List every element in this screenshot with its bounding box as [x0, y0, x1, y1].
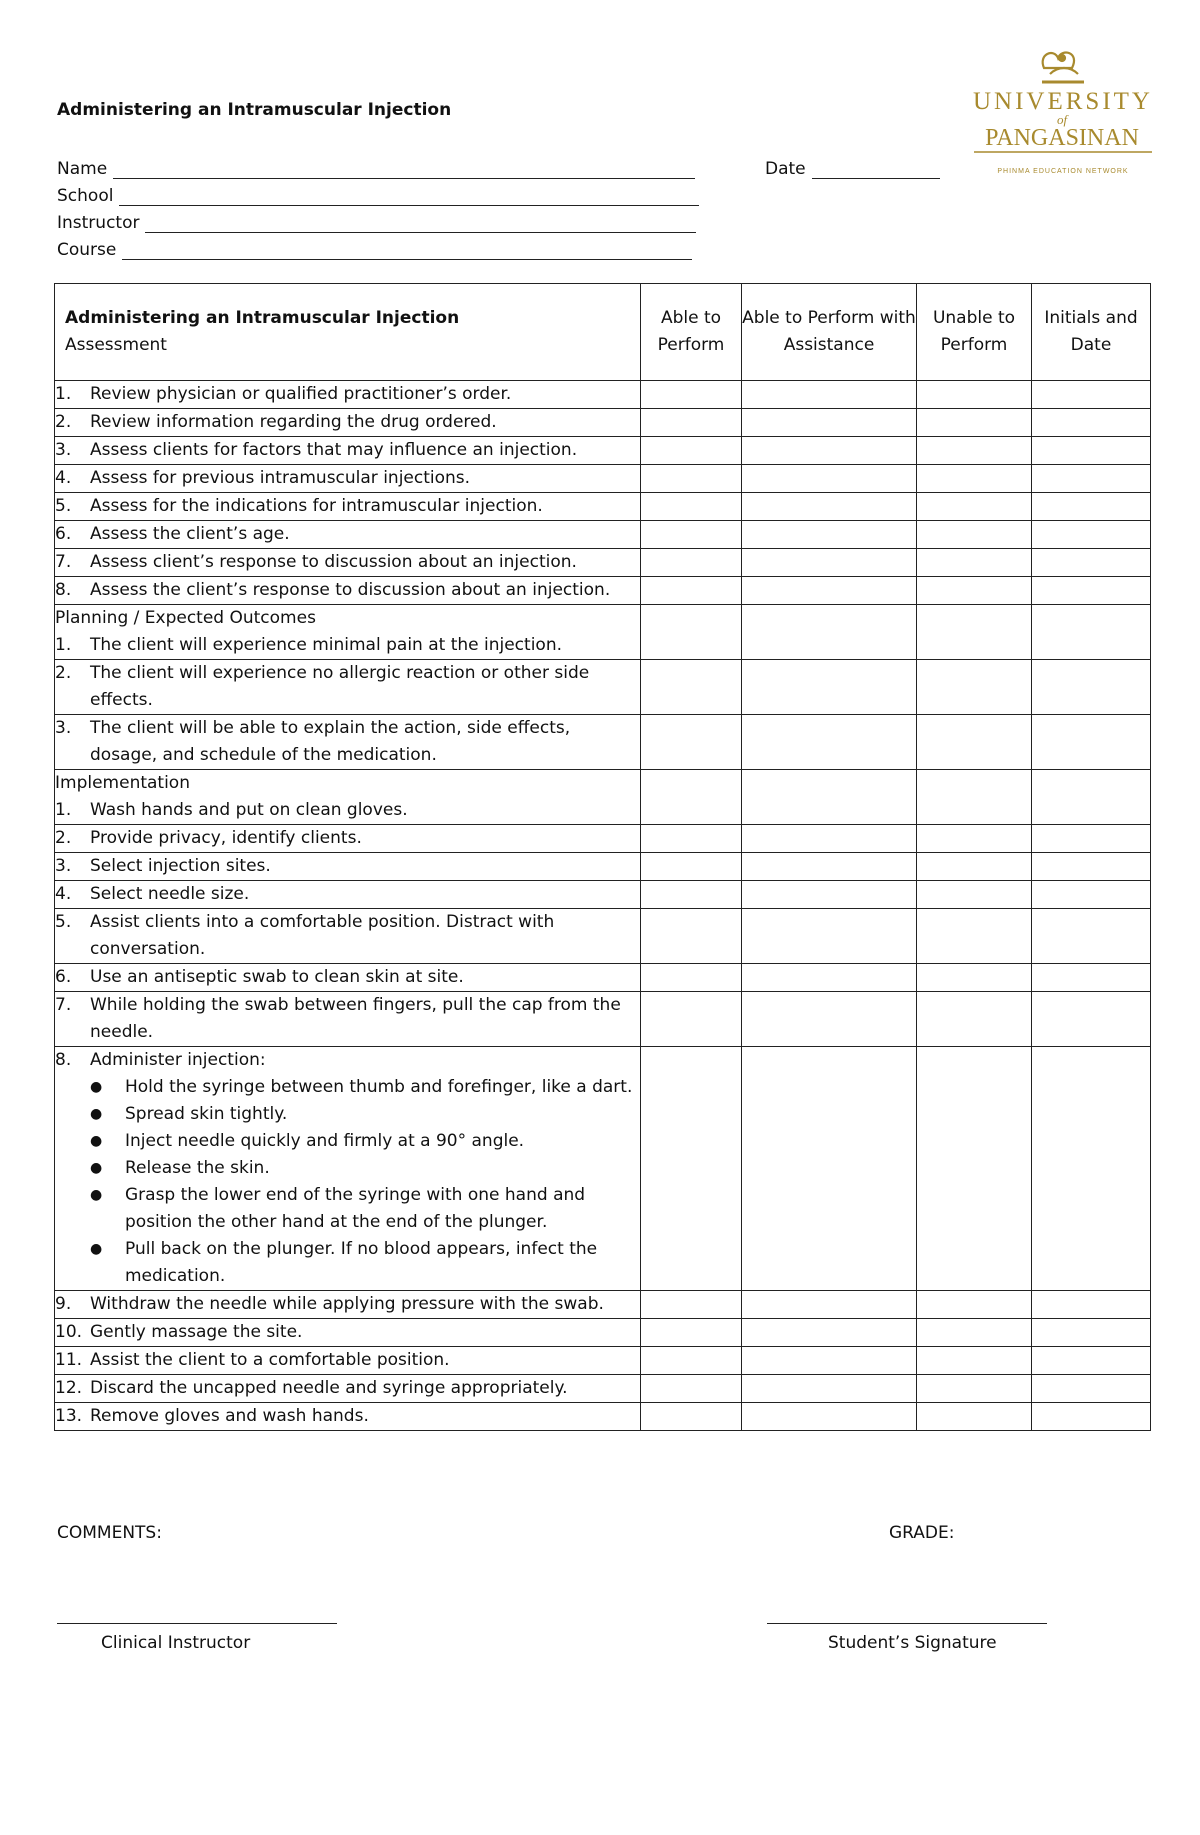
unable-to-perform-cell[interactable] — [917, 465, 1032, 493]
closing-row — [55, 1291, 1151, 1319]
step-item — [55, 465, 640, 492]
step-number: 3. — [55, 718, 72, 738]
assessment-row — [55, 381, 1151, 409]
header-procedure-cell — [55, 284, 641, 381]
step-item — [55, 521, 640, 548]
step-text: Discard the uncapped needle and syringe appropriately. — [90, 1378, 568, 1398]
step-text: Select injection sites. — [90, 856, 271, 876]
able-with-assistance-cell[interactable] — [742, 493, 917, 521]
date-line[interactable] — [812, 159, 940, 179]
planning-row — [55, 715, 1151, 770]
able-with-assistance-cell[interactable] — [742, 381, 917, 409]
bullet-icon: ● — [90, 1106, 103, 1122]
able-to-perform-cell[interactable] — [641, 493, 742, 521]
step-number: 4. — [55, 884, 72, 904]
able-with-assistance-cell[interactable] — [742, 853, 917, 881]
closing-row — [55, 1403, 1151, 1431]
step-number: 9. — [55, 1294, 72, 1314]
initials-date-cell[interactable] — [1032, 909, 1151, 964]
step-number: 3. — [55, 440, 72, 460]
task-cell — [55, 409, 641, 437]
step-item — [55, 1375, 640, 1402]
school-line[interactable] — [119, 186, 699, 206]
unable-to-perform-cell[interactable] — [917, 549, 1032, 577]
able-with-assistance-cell[interactable] — [742, 660, 917, 715]
able-to-perform-cell[interactable] — [641, 521, 742, 549]
unable-to-perform-cell[interactable] — [917, 825, 1032, 853]
able-with-assistance-cell[interactable] — [742, 605, 917, 660]
able-to-perform-cell[interactable] — [641, 825, 742, 853]
able-to-perform-cell[interactable] — [641, 1319, 742, 1347]
initials-date-cell[interactable] — [1032, 853, 1151, 881]
able-to-perform-cell[interactable] — [641, 381, 742, 409]
logo-pangasinan: PANGASINAN — [985, 125, 1139, 151]
unable-to-perform-cell[interactable] — [917, 909, 1032, 964]
step-text: Assess client’s response to discussion about an injection. — [90, 552, 577, 572]
course-label: Course — [57, 240, 117, 260]
assessment-row — [55, 437, 1151, 465]
step-text: Review physician or qualified practitioner’s order. — [90, 384, 512, 404]
crown-icon — [1042, 53, 1084, 82]
sub-step-text: Release the skin. — [125, 1158, 270, 1178]
task-cell — [55, 549, 641, 577]
able-with-assistance-cell[interactable] — [742, 770, 917, 825]
bullet-icon: ● — [90, 1241, 103, 1257]
step-item — [55, 1291, 640, 1318]
step-item — [55, 797, 640, 824]
document-title: Administering an Intramuscular Injection — [57, 100, 452, 120]
sub-step-item — [55, 1182, 640, 1236]
initials-date-cell[interactable] — [1032, 549, 1151, 577]
unable-to-perform-cell[interactable] — [917, 853, 1032, 881]
school-label: School — [57, 186, 114, 206]
able-to-perform-cell[interactable] — [641, 660, 742, 715]
task-cell — [55, 381, 641, 409]
able-with-assistance-cell[interactable] — [742, 1375, 917, 1403]
step-text: Gently massage the site. — [90, 1322, 303, 1342]
able-with-assistance-cell[interactable] — [742, 465, 917, 493]
date-field[interactable] — [765, 152, 940, 179]
initials-date-cell[interactable] — [1032, 964, 1151, 992]
step-text: Assist clients into a comfortable position. Distract with conversation. — [90, 912, 555, 959]
step-number: 5. — [55, 912, 72, 932]
able-with-assistance-cell[interactable] — [742, 549, 917, 577]
sub-step-text: Hold the syringe between thumb and forefinger, like a dart. — [125, 1077, 633, 1097]
unable-to-perform-cell[interactable] — [917, 1291, 1032, 1319]
administer-injection-row — [55, 1047, 1151, 1291]
able-with-assistance-cell[interactable] — [742, 1403, 917, 1431]
instructor-signature-label: Clinical Instructor — [101, 1633, 251, 1653]
step-item — [55, 881, 640, 908]
able-to-perform-cell[interactable] — [641, 605, 742, 660]
implementation-section-label: Implementation — [55, 773, 190, 793]
step-text: While holding the swab between fingers, pull the cap from the needle. — [90, 995, 621, 1042]
step-number: 3. — [55, 856, 72, 876]
step-text: Provide privacy, identify clients. — [90, 828, 362, 848]
initials-date-cell[interactable] — [1032, 770, 1151, 825]
step-item — [55, 409, 640, 436]
initials-date-cell[interactable] — [1032, 1347, 1151, 1375]
able-with-assistance-cell[interactable] — [742, 521, 917, 549]
unable-to-perform-cell[interactable] — [917, 521, 1032, 549]
able-with-assistance-cell[interactable] — [742, 1319, 917, 1347]
task-cell — [55, 881, 641, 909]
able-to-perform-cell[interactable] — [641, 1375, 742, 1403]
sub-step-text: Spread skin tightly. — [125, 1104, 288, 1124]
assessment-row — [55, 409, 1151, 437]
step-text: Assess clients for factors that may influence an injection. — [90, 440, 578, 460]
instructor-line[interactable] — [145, 213, 696, 233]
step-number: 4. — [55, 468, 72, 488]
sub-step-text: Pull back on the plunger. If no blood appears, infect the medication. — [125, 1239, 598, 1286]
able-to-perform-cell[interactable] — [641, 577, 742, 605]
sub-step-item — [55, 1128, 640, 1155]
able-with-assistance-cell[interactable] — [742, 964, 917, 992]
able-to-perform-cell[interactable] — [641, 964, 742, 992]
able-to-perform-cell[interactable] — [641, 992, 742, 1047]
implementation-row — [55, 881, 1151, 909]
sub-step-item — [55, 1155, 640, 1182]
able-to-perform-cell[interactable] — [641, 909, 742, 964]
implementation-row — [55, 964, 1151, 992]
step-number: 1. — [55, 635, 72, 655]
course-field[interactable] — [57, 233, 707, 260]
able-with-assistance-cell[interactable] — [742, 1347, 917, 1375]
name-label: Name — [57, 159, 108, 179]
unable-to-perform-cell[interactable] — [917, 1375, 1032, 1403]
unable-to-perform-cell[interactable] — [917, 577, 1032, 605]
implementation-row — [55, 909, 1151, 964]
able-to-perform-cell[interactable] — [641, 549, 742, 577]
header-able-to-perform: Able to Perform — [641, 284, 742, 381]
implementation-row — [55, 992, 1151, 1047]
step-item — [55, 381, 640, 408]
student-signature-line[interactable] — [767, 1623, 1047, 1624]
task-cell — [55, 909, 641, 964]
initials-date-cell[interactable] — [1032, 881, 1151, 909]
step-number: 11. — [55, 1350, 83, 1370]
able-to-perform-cell[interactable] — [641, 770, 742, 825]
step-item — [55, 715, 640, 769]
initials-date-cell[interactable] — [1032, 605, 1151, 660]
step-number: 6. — [55, 967, 72, 987]
planning-row — [55, 660, 1151, 715]
step-number: 10. — [55, 1322, 83, 1342]
able-with-assistance-cell[interactable] — [742, 909, 917, 964]
able-with-assistance-cell[interactable] — [742, 409, 917, 437]
task-cell — [55, 1291, 641, 1319]
able-with-assistance-cell[interactable] — [742, 715, 917, 770]
initials-date-cell[interactable] — [1032, 1047, 1151, 1291]
step-number: 8. — [55, 580, 72, 600]
student-signature-label: Student’s Signature — [828, 1633, 997, 1653]
step-number: 7. — [55, 552, 72, 572]
initials-date-cell[interactable] — [1032, 1291, 1151, 1319]
task-cell — [55, 1375, 641, 1403]
step-text: Select needle size. — [90, 884, 250, 904]
instructor-signature-line[interactable] — [57, 1623, 337, 1624]
step-text: Assess for the indications for intramuscular injection. — [90, 496, 543, 516]
sub-step-text: Inject needle quickly and firmly at a 90° angle. — [125, 1131, 525, 1151]
info-fields — [57, 152, 707, 260]
step-text: Assess the client’s age. — [90, 524, 290, 544]
sub-step-item — [55, 1074, 640, 1101]
bullet-icon: ● — [90, 1187, 103, 1203]
able-with-assistance-cell[interactable] — [742, 577, 917, 605]
step-item — [55, 577, 640, 604]
step-text: Wash hands and put on clean gloves. — [90, 800, 408, 820]
able-to-perform-cell[interactable] — [641, 1403, 742, 1431]
header-able-with-assistance: Able to Perform with Assistance — [742, 284, 917, 381]
school-field[interactable] — [57, 179, 707, 206]
able-with-assistance-cell[interactable] — [742, 992, 917, 1047]
initials-date-cell[interactable] — [1032, 825, 1151, 853]
step-item — [55, 1047, 640, 1074]
logo-of: of — [1056, 112, 1068, 127]
unable-to-perform-cell[interactable] — [917, 1047, 1032, 1291]
able-to-perform-cell[interactable] — [641, 437, 742, 465]
closing-row — [55, 1347, 1151, 1375]
task-cell — [55, 577, 641, 605]
name-line[interactable] — [113, 159, 695, 179]
header-initials-and-date: Initials and Date — [1032, 284, 1151, 381]
step-number: 2. — [55, 663, 72, 683]
step-number: 5. — [55, 496, 72, 516]
unable-to-perform-cell[interactable] — [917, 964, 1032, 992]
able-with-assistance-cell[interactable] — [742, 1291, 917, 1319]
task-cell — [55, 1403, 641, 1431]
unable-to-perform-cell[interactable] — [917, 437, 1032, 465]
sub-step-text: Grasp the lower end of the syringe with one hand and position the other hand at the end of the plunger. — [125, 1185, 586, 1232]
step-text: The client will experience minimal pain at the injection. — [90, 635, 562, 655]
header-assessment-label: Assessment — [65, 335, 167, 355]
able-to-perform-cell[interactable] — [641, 1047, 742, 1291]
unable-to-perform-cell[interactable] — [917, 770, 1032, 825]
task-cell — [55, 1319, 641, 1347]
task-cell — [55, 521, 641, 549]
assessment-row — [55, 549, 1151, 577]
header-procedure-title: Administering an Intramuscular Injection — [65, 308, 460, 328]
step-number: 1. — [55, 384, 72, 404]
able-to-perform-cell[interactable] — [641, 853, 742, 881]
step-number: 6. — [55, 524, 72, 544]
implementation-row — [55, 825, 1151, 853]
initials-date-cell[interactable] — [1032, 409, 1151, 437]
unable-to-perform-cell[interactable] — [917, 1319, 1032, 1347]
assessment-row — [55, 465, 1151, 493]
unable-to-perform-cell[interactable] — [917, 881, 1032, 909]
sub-step-item — [55, 1101, 640, 1128]
step-item — [55, 632, 640, 659]
initials-date-cell[interactable] — [1032, 437, 1151, 465]
able-to-perform-cell[interactable] — [641, 715, 742, 770]
step-text: The client will be able to explain the action, side effects, dosage, and schedule of the medication. — [90, 718, 571, 765]
step-item — [55, 493, 640, 520]
initials-date-cell[interactable] — [1032, 1403, 1151, 1431]
assessment-row — [55, 577, 1151, 605]
step-number: 8. — [55, 1050, 72, 1070]
bullet-icon: ● — [90, 1079, 103, 1095]
unable-to-perform-cell[interactable] — [917, 605, 1032, 660]
unable-to-perform-cell[interactable] — [917, 381, 1032, 409]
instructor-label: Instructor — [57, 213, 140, 233]
task-cell — [55, 992, 641, 1047]
step-number: 1. — [55, 800, 72, 820]
step-text: Use an antiseptic swab to clean skin at site. — [90, 967, 464, 987]
step-text: Remove gloves and wash hands. — [90, 1406, 369, 1426]
logo-university: UNIVERSITY — [973, 88, 1153, 115]
able-with-assistance-cell[interactable] — [742, 881, 917, 909]
unable-to-perform-cell[interactable] — [917, 1403, 1032, 1431]
step-number: 13. — [55, 1406, 83, 1426]
able-with-assistance-cell[interactable] — [742, 1047, 917, 1291]
step-item — [55, 1319, 640, 1346]
initials-date-cell[interactable] — [1032, 465, 1151, 493]
step-number: 7. — [55, 995, 72, 1015]
initials-date-cell[interactable] — [1032, 521, 1151, 549]
assessment-row — [55, 521, 1151, 549]
task-cell — [55, 465, 641, 493]
task-cell — [55, 437, 641, 465]
step-item — [55, 660, 640, 714]
step-item — [55, 437, 640, 464]
bullet-icon: ● — [90, 1160, 103, 1176]
task-cell — [55, 493, 641, 521]
unable-to-perform-cell[interactable] — [917, 715, 1032, 770]
able-to-perform-cell[interactable] — [641, 881, 742, 909]
able-to-perform-cell[interactable] — [641, 465, 742, 493]
table-header-row — [55, 284, 1151, 381]
unable-to-perform-cell[interactable] — [917, 1347, 1032, 1375]
step-number: 12. — [55, 1378, 83, 1398]
initials-date-cell[interactable] — [1032, 1319, 1151, 1347]
university-logo — [958, 46, 1168, 180]
header-unable-to-perform: Unable to Perform — [917, 284, 1032, 381]
logo-tagline: PHINMA EDUCATION NETWORK — [997, 168, 1129, 175]
step-text: Review information regarding the drug ordered. — [90, 412, 497, 432]
comments-label: COMMENTS: — [57, 1523, 162, 1543]
date-label: Date — [765, 159, 806, 179]
grade-label: GRADE: — [889, 1523, 955, 1543]
able-to-perform-cell[interactable] — [641, 1291, 742, 1319]
task-cell — [55, 770, 641, 825]
able-with-assistance-cell[interactable] — [742, 825, 917, 853]
step-text: Assist the client to a comfortable position. — [90, 1350, 450, 1370]
step-item — [55, 825, 640, 852]
initials-date-cell[interactable] — [1032, 493, 1151, 521]
task-cell — [55, 964, 641, 992]
initials-date-cell[interactable] — [1032, 577, 1151, 605]
skills-checklist-table — [54, 283, 1151, 1431]
step-item — [55, 1347, 640, 1374]
initials-date-cell[interactable] — [1032, 381, 1151, 409]
task-cell — [55, 605, 641, 660]
task-cell — [55, 853, 641, 881]
step-item — [55, 909, 640, 963]
able-to-perform-cell[interactable] — [641, 409, 742, 437]
initials-date-cell[interactable] — [1032, 660, 1151, 715]
implementation-row — [55, 770, 1151, 825]
step-item — [55, 853, 640, 880]
planning-section-label: Planning / Expected Outcomes — [55, 608, 316, 628]
bullet-icon: ● — [90, 1133, 103, 1149]
task-cell — [55, 715, 641, 770]
instructor-field[interactable] — [57, 206, 707, 233]
step-item — [55, 549, 640, 576]
task-cell — [55, 825, 641, 853]
course-line[interactable] — [122, 240, 692, 260]
task-cell — [55, 1347, 641, 1375]
unable-to-perform-cell[interactable] — [917, 493, 1032, 521]
able-to-perform-cell[interactable] — [641, 1347, 742, 1375]
closing-row — [55, 1375, 1151, 1403]
unable-to-perform-cell[interactable] — [917, 992, 1032, 1047]
unable-to-perform-cell[interactable] — [917, 660, 1032, 715]
task-cell — [55, 660, 641, 715]
assessment-row — [55, 493, 1151, 521]
step-text: The client will experience no allergic reaction or other side effects. — [90, 663, 590, 710]
step-text: Assess for previous intramuscular injections. — [90, 468, 471, 488]
step-text: Administer injection: — [90, 1050, 266, 1070]
step-number: 2. — [55, 828, 72, 848]
closing-row — [55, 1319, 1151, 1347]
step-text: Withdraw the needle while applying pressure with the swab. — [90, 1294, 604, 1314]
initials-date-cell[interactable] — [1032, 992, 1151, 1047]
able-with-assistance-cell[interactable] — [742, 437, 917, 465]
implementation-row — [55, 853, 1151, 881]
name-field[interactable] — [57, 152, 707, 179]
step-number: 2. — [55, 412, 72, 432]
task-cell — [55, 1047, 641, 1291]
step-item — [55, 992, 640, 1046]
unable-to-perform-cell[interactable] — [917, 409, 1032, 437]
step-item — [55, 1403, 640, 1430]
planning-row — [55, 605, 1151, 660]
step-text: Assess the client’s response to discussion about an injection. — [90, 580, 611, 600]
step-item — [55, 964, 640, 991]
initials-date-cell[interactable] — [1032, 1375, 1151, 1403]
sub-step-item — [55, 1236, 640, 1290]
initials-date-cell[interactable] — [1032, 715, 1151, 770]
